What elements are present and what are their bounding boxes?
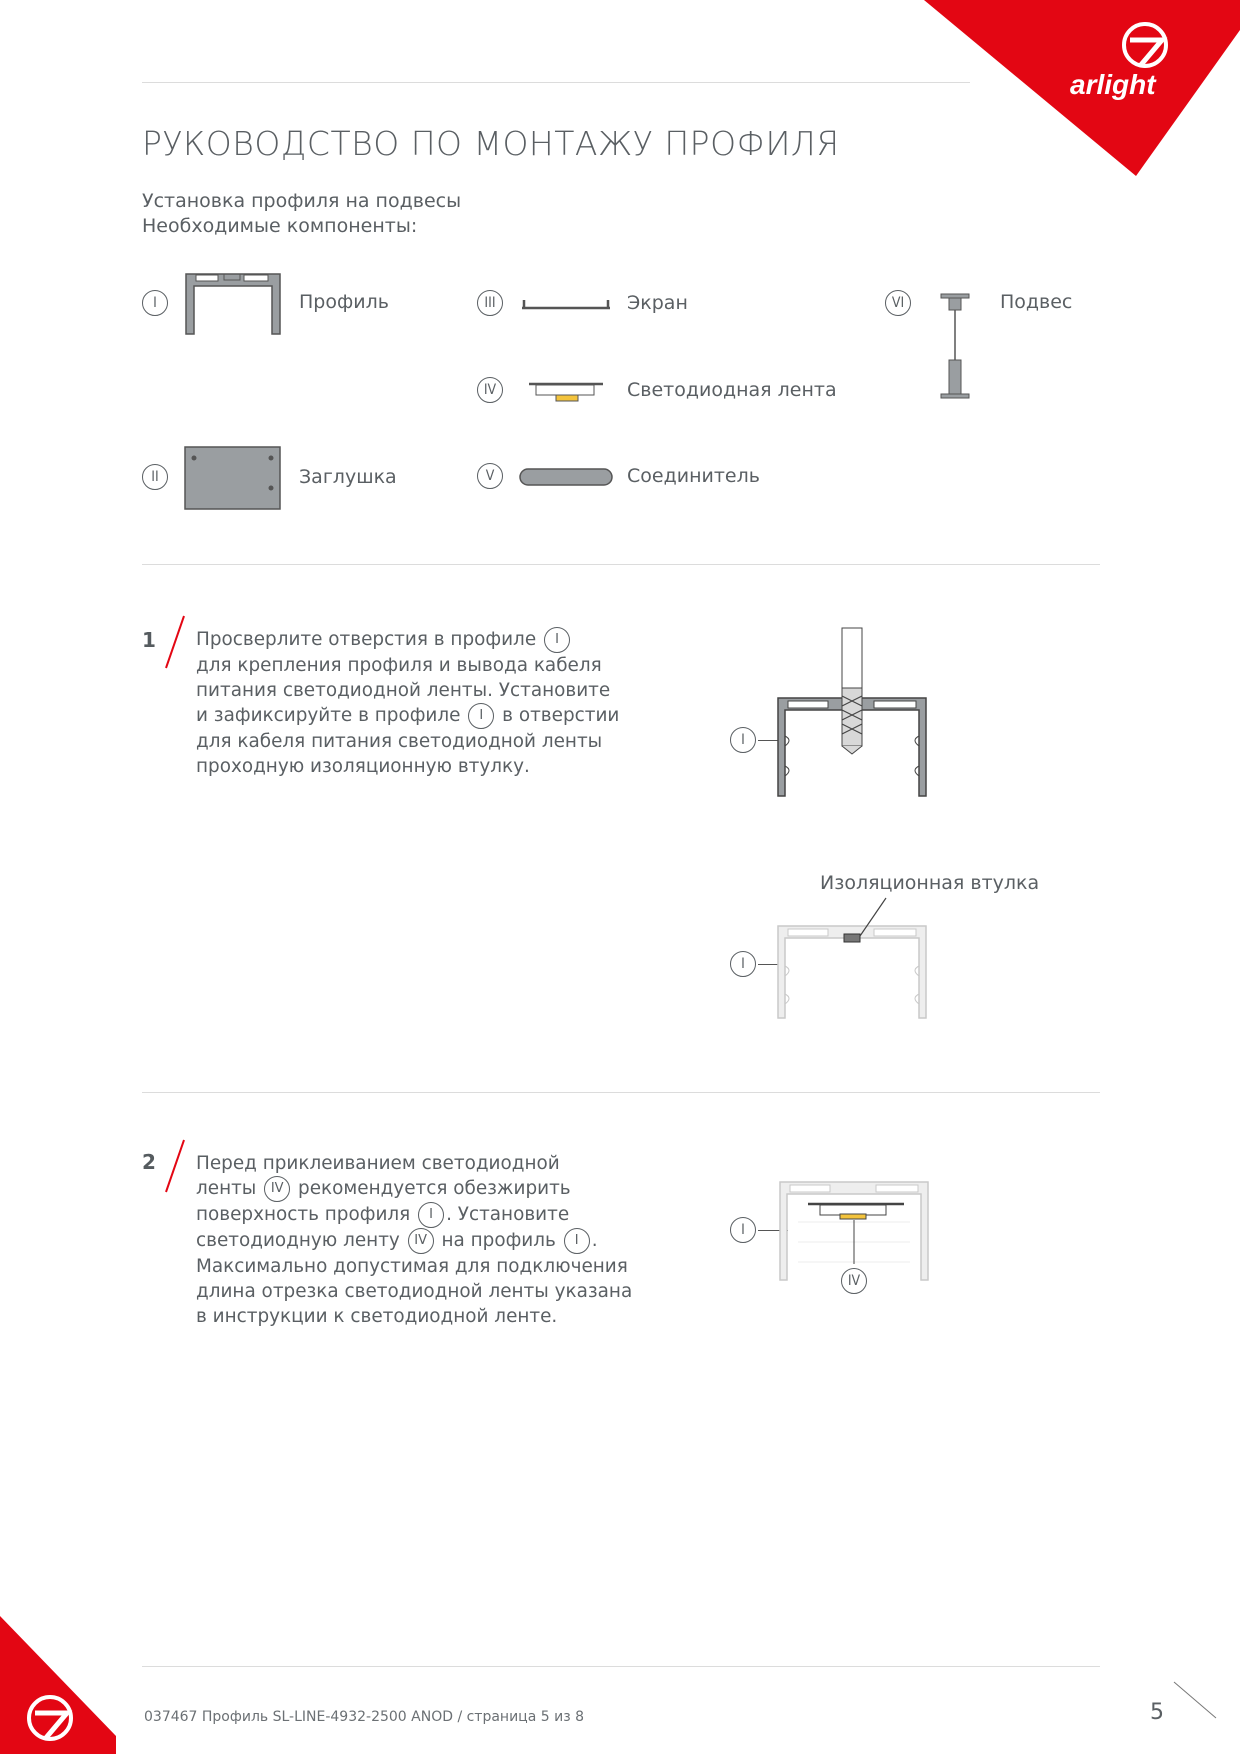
suspension-icon xyxy=(938,292,972,406)
subtitle-line-2: Необходимые компоненты: xyxy=(142,215,418,237)
bushing-icon xyxy=(844,934,860,942)
figure-1b-label: I xyxy=(730,951,756,977)
component-label-VI: Подвес xyxy=(1000,291,1073,313)
component-label-III: Экран xyxy=(627,292,688,314)
figure-2-strip-label: IV xyxy=(841,1268,867,1294)
ref-I: I xyxy=(418,1202,444,1228)
step-2-line-4: светодиодную ленту IV на профиль I . xyxy=(196,1228,636,1254)
step-1-line-1: Просверлите отверстия в профиле I xyxy=(196,627,636,653)
component-number-V: V xyxy=(477,463,503,489)
step-1-line-6: проходную изоляционную втулку. xyxy=(196,756,530,777)
subtitle-line-1: Установка профиля на подвесы xyxy=(142,190,462,212)
footer-divider xyxy=(142,1666,1100,1667)
step-1-number: 1 xyxy=(142,628,156,652)
component-number-II: II xyxy=(142,464,168,490)
ref-I: I xyxy=(564,1228,590,1254)
component-number-I: I xyxy=(142,290,168,316)
ref-IV: IV xyxy=(264,1176,290,1202)
page-corner-slash xyxy=(1172,1680,1218,1720)
drilling-profile-figure xyxy=(776,626,928,798)
top-divider xyxy=(142,82,970,83)
component-label-IV: Светодиодная лента xyxy=(627,379,837,401)
brand-corner-banner xyxy=(900,0,1240,180)
step-2-line-6: длина отрезка светодиодной ленты указана xyxy=(196,1281,633,1302)
drill-bit-icon xyxy=(842,628,862,754)
diffuser-screen-icon xyxy=(520,294,612,314)
ref-I: I xyxy=(468,703,494,729)
figure-1a-leader xyxy=(758,740,778,741)
step-2-text xyxy=(196,1151,636,1329)
step-2-line-2: ленты IV рекомендуется обезжирить xyxy=(196,1176,636,1202)
step-1-line-5: для кабеля питания светодиодной ленты xyxy=(196,731,603,752)
component-label-V: Соединитель xyxy=(627,465,760,487)
figure-2-profile-label: I xyxy=(730,1217,756,1243)
step-1-text xyxy=(196,627,636,779)
step-2-red-slash xyxy=(164,1138,186,1194)
brand-logo-text: arlight xyxy=(1070,69,1156,100)
bushing-callout: Изоляционная втулка xyxy=(820,872,1040,894)
component-label-I: Профиль xyxy=(299,291,389,313)
bushing-profile-figure xyxy=(776,890,928,1020)
led-strip-icon xyxy=(528,382,604,404)
section-divider-1 xyxy=(142,564,1100,565)
step-2-line-7: в инструкции к светодиодной ленте. xyxy=(196,1306,558,1327)
component-number-III: III xyxy=(477,290,503,316)
step-2-line-5: Максимально допустимая для подключения xyxy=(196,1256,628,1277)
profile-icon xyxy=(184,270,282,336)
step-2-line-1: Перед приклеиванием светодиодной xyxy=(196,1153,560,1174)
ref-I: I xyxy=(544,627,570,653)
step-1-line-4: и зафиксируйте в профиле I в отверстии xyxy=(196,703,636,729)
footer-document-info: 037467 Профиль SL-LINE-4932-2500 ANOD / страница 5 из 8 xyxy=(144,1709,584,1725)
ref-IV: IV xyxy=(408,1228,434,1254)
brand-corner-bottom xyxy=(0,1614,118,1754)
step-1-line-3: питания светодиодной ленты. Установите xyxy=(196,680,611,701)
figure-1a-label: I xyxy=(730,727,756,753)
component-number-VI: VI xyxy=(885,290,911,316)
page-number: 5 xyxy=(1150,1700,1164,1725)
component-label-II: Заглушка xyxy=(299,466,397,488)
step-1-line-2: для крепления профиля и вывода кабеля xyxy=(196,655,602,676)
step-1-red-slash xyxy=(164,614,186,670)
step-2-number: 2 xyxy=(142,1150,156,1174)
step-2-line-3: поверхность профиля I . Установите xyxy=(196,1202,636,1228)
connector-icon xyxy=(518,466,614,488)
end-cap-icon xyxy=(184,446,282,510)
component-number-IV: IV xyxy=(477,377,503,403)
page-title: РУКОВОДСТВО ПО МОНТАЖУ ПРОФИЛЯ xyxy=(142,124,840,163)
section-divider-2 xyxy=(142,1092,1100,1093)
